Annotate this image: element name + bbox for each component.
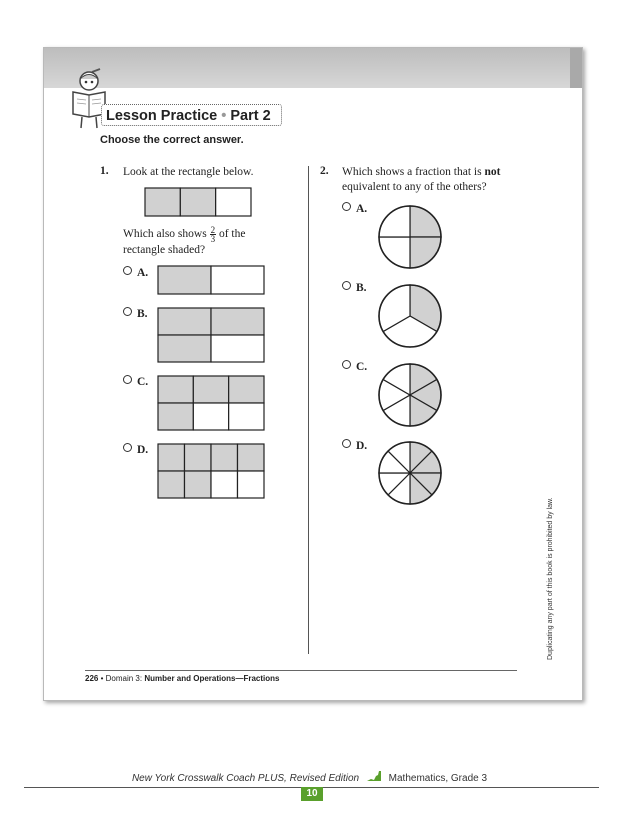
q1-option-c-figure: [158, 376, 264, 430]
shaded-cell: [211, 308, 264, 335]
book-credit: [0, 770, 619, 784]
prompt-text-c: rectangle shaded?: [123, 244, 206, 256]
footer-topic: Number and Operations—Fractions: [144, 674, 280, 683]
instructions: Choose the correct answer.: [100, 134, 244, 146]
unshaded-cell: [229, 403, 264, 430]
shaded-cell: [238, 444, 265, 471]
question-1-prompt: [123, 226, 245, 258]
shaded-cell: [158, 266, 211, 294]
option-label: A.: [137, 267, 149, 279]
q2-option-b-circle: [378, 284, 442, 348]
lesson-title-part: Part 2: [230, 108, 271, 124]
radio-circle-icon[interactable]: [123, 266, 132, 275]
q2-option-d[interactable]: [342, 439, 367, 452]
q1-option-d[interactable]: [123, 443, 148, 456]
q1-option-a-figure: [158, 266, 264, 294]
shaded-cell: [229, 376, 264, 403]
shaded-cell: [158, 471, 185, 498]
q2-option-a[interactable]: [342, 202, 367, 215]
title-separator: •: [221, 108, 227, 124]
q2-option-b[interactable]: [342, 281, 367, 294]
option-label: B.: [356, 282, 367, 294]
question-2-number: 2.: [320, 165, 329, 177]
fraction-numerator: 2: [210, 225, 216, 235]
question-2-text-b: equivalent to any of the others?: [342, 181, 487, 193]
q1-option-a[interactable]: [123, 266, 148, 279]
shaded-cell: [180, 188, 215, 216]
radio-circle-icon[interactable]: [342, 202, 351, 211]
q1-option-c[interactable]: [123, 375, 148, 388]
q2-option-a-circle: [378, 205, 442, 269]
option-label: C.: [356, 361, 368, 373]
q2-option-d-circle: [378, 441, 442, 505]
copyright-notice: Duplicating any part of this book is prohibited by law.: [547, 497, 554, 660]
q1-option-b-figure: [158, 308, 264, 362]
option-label: D.: [356, 440, 368, 452]
column-divider: [308, 166, 309, 654]
q1-option-d-figure: [158, 444, 264, 498]
new-york-state-icon: [366, 770, 382, 782]
question-2-emphasis: not: [484, 166, 501, 178]
radio-circle-icon[interactable]: [342, 439, 351, 448]
unshaded-cell: [211, 266, 264, 294]
option-label: C.: [137, 376, 149, 388]
q1-option-b[interactable]: [123, 307, 148, 320]
question-1-number: 1.: [100, 165, 109, 177]
lesson-title-main: Lesson Practice: [106, 108, 218, 124]
shaded-cell: [158, 308, 211, 335]
radio-circle-icon[interactable]: [123, 443, 132, 452]
option-label: B.: [137, 308, 148, 320]
footer-bullet: •: [100, 674, 104, 683]
prompt-text-b: of the: [218, 228, 246, 241]
question-1-text: Look at the rectangle below.: [123, 166, 254, 178]
radio-circle-icon[interactable]: [342, 281, 351, 290]
shaded-cell: [158, 444, 185, 471]
footer-page-number: 226: [85, 674, 99, 683]
shaded-cell: [158, 403, 193, 430]
radio-circle-icon[interactable]: [123, 307, 132, 316]
unshaded-cell: [216, 188, 251, 216]
footer-domain: Domain 3:: [105, 674, 143, 683]
page-footer: [85, 674, 279, 683]
header-band-tab: [570, 48, 582, 88]
fraction-two-thirds: [210, 226, 217, 243]
question-2-text: [342, 165, 500, 195]
lesson-title: [101, 104, 282, 126]
unshaded-cell: [193, 403, 228, 430]
unshaded-cell: [211, 471, 238, 498]
book-subject: Mathematics, Grade 3: [388, 773, 488, 784]
textbook-page: [43, 47, 583, 701]
radio-circle-icon[interactable]: [342, 360, 351, 369]
option-label: A.: [356, 203, 368, 215]
q2-option-c-circle: [378, 363, 442, 427]
unshaded-cell: [211, 335, 264, 362]
fraction-denominator: 3: [210, 234, 216, 244]
radio-circle-icon[interactable]: [123, 375, 132, 384]
header-band: [44, 48, 582, 88]
question-2-text-a: Which shows a fraction that is: [342, 166, 482, 178]
page-number-badge: 10: [301, 787, 323, 801]
shaded-cell: [211, 444, 238, 471]
q1-reference-rectangle: [145, 188, 251, 216]
shaded-cell: [145, 188, 180, 216]
shaded-cell: [158, 335, 211, 362]
unshaded-cell: [238, 471, 265, 498]
shaded-cell: [185, 444, 212, 471]
q2-option-c[interactable]: [342, 360, 367, 373]
footer-rule: [85, 670, 517, 671]
shaded-cell: [185, 471, 212, 498]
option-label: D.: [137, 444, 149, 456]
book-title: New York Crosswalk Coach PLUS, Revised Edition: [131, 773, 360, 784]
prompt-text-a: Which also shows: [123, 228, 207, 241]
shaded-cell: [193, 376, 228, 403]
shaded-cell: [158, 376, 193, 403]
